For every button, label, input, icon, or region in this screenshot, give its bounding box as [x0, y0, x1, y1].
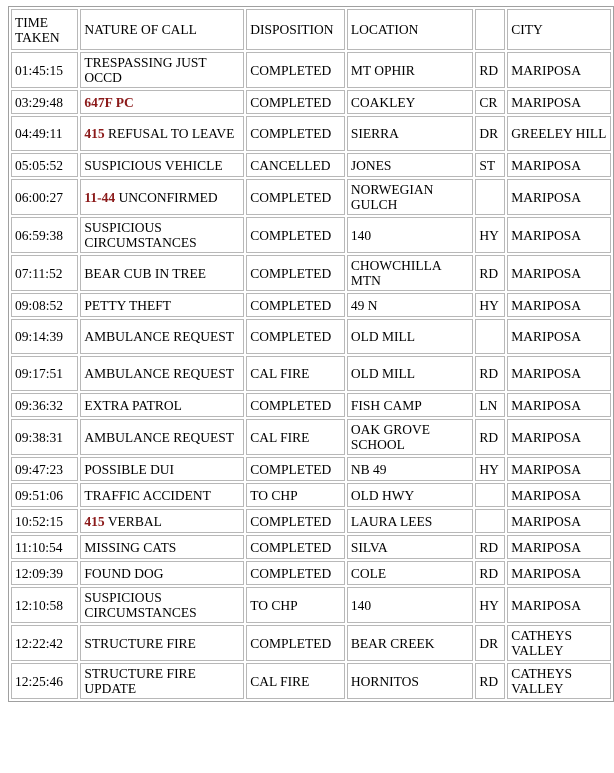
cell-time-taken: 09:36:32 — [11, 393, 78, 417]
table-header — [11, 9, 611, 50]
cell-disposition: CAL FIRE — [246, 356, 345, 391]
cell-city: MARIPOSA — [507, 356, 611, 391]
call-description: UNCONFIRMED — [118, 189, 218, 205]
cell-nature-of-call — [80, 116, 244, 151]
cell-nature-of-call — [80, 457, 244, 481]
cell-city: MARIPOSA — [507, 52, 611, 88]
call-code: 415 — [84, 126, 105, 141]
table-row — [11, 217, 611, 253]
cell-disposition: COMPLETED — [246, 116, 345, 151]
call-description: MISSING CATS — [84, 539, 177, 555]
cell-nature-of-call — [80, 509, 244, 533]
cell-disposition: COMPLETED — [246, 535, 345, 559]
table-row — [11, 393, 611, 417]
call-description: FOUND DOG — [84, 565, 164, 581]
cell-nature-of-call — [80, 625, 244, 661]
cell-location: OAK GROVE SCHOOL — [347, 419, 474, 455]
cell-location: MT OPHIR — [347, 52, 474, 88]
cell-time-taken: 06:00:27 — [11, 179, 78, 215]
call-description: VERBAL — [107, 513, 162, 529]
cell-nature-of-call — [80, 535, 244, 559]
header-location: LOCATION — [347, 9, 474, 50]
cell-location: SIERRA — [347, 116, 474, 151]
table-row — [11, 179, 611, 215]
table-row — [11, 319, 611, 354]
cell-time-taken: 12:22:42 — [11, 625, 78, 661]
call-description: EXTRA PATROL — [84, 397, 182, 413]
call-description: SUSPICIOUS VEHICLE — [84, 157, 223, 173]
cell-location: BEAR CREEK — [347, 625, 474, 661]
header-nature-of-call: NATURE OF CALL — [80, 9, 244, 50]
cell-time-taken: 12:10:58 — [11, 587, 78, 623]
cell-street-suffix — [475, 319, 505, 354]
cell-city: MARIPOSA — [507, 319, 611, 354]
cell-city: MARIPOSA — [507, 561, 611, 585]
cell-disposition: TO CHP — [246, 587, 345, 623]
cell-time-taken: 07:11:52 — [11, 255, 78, 291]
cell-disposition: COMPLETED — [246, 52, 345, 88]
cell-nature-of-call — [80, 419, 244, 455]
table-row — [11, 663, 611, 699]
cell-nature-of-call — [80, 561, 244, 585]
cell-city: CATHEYS VALLEY — [507, 663, 611, 699]
cell-city: MARIPOSA — [507, 587, 611, 623]
cell-time-taken: 09:47:23 — [11, 457, 78, 481]
cell-city: MARIPOSA — [507, 483, 611, 507]
call-description: POSSIBLE DUI — [84, 461, 175, 477]
cell-street-suffix — [475, 179, 505, 215]
call-description: BEAR CUB IN TREE — [84, 265, 207, 281]
table-row — [11, 587, 611, 623]
cell-location: OLD HWY — [347, 483, 474, 507]
cell-location: FISH CAMP — [347, 393, 474, 417]
cell-nature-of-call — [80, 356, 244, 391]
header-time-taken: TIME TAKEN — [11, 9, 78, 50]
cell-street-suffix: HY — [475, 217, 505, 253]
cell-time-taken: 10:52:15 — [11, 509, 78, 533]
cell-city: MARIPOSA — [507, 217, 611, 253]
cell-street-suffix — [475, 483, 505, 507]
table-row — [11, 625, 611, 661]
cell-street-suffix: RD — [475, 535, 505, 559]
cell-time-taken: 09:08:52 — [11, 293, 78, 317]
cell-time-taken: 05:05:52 — [11, 153, 78, 177]
cell-street-suffix: LN — [475, 393, 505, 417]
cell-street-suffix: HY — [475, 587, 505, 623]
cell-nature-of-call — [80, 587, 244, 623]
cell-time-taken: 09:14:39 — [11, 319, 78, 354]
cell-city: MARIPOSA — [507, 153, 611, 177]
cell-location: JONES — [347, 153, 474, 177]
table-row — [11, 535, 611, 559]
cell-nature-of-call — [80, 153, 244, 177]
table-row — [11, 255, 611, 291]
cell-city: MARIPOSA — [507, 457, 611, 481]
cell-time-taken: 09:38:31 — [11, 419, 78, 455]
cell-street-suffix — [475, 509, 505, 533]
cell-street-suffix: CR — [475, 90, 505, 114]
call-description: STRUCTURE FIRE — [84, 635, 196, 651]
cell-disposition: CANCELLED — [246, 153, 345, 177]
header-city: CITY — [507, 9, 611, 50]
cell-disposition: COMPLETED — [246, 293, 345, 317]
table-row — [11, 509, 611, 533]
call-description: AMBULANCE REQUEST — [84, 366, 235, 381]
cell-city: MARIPOSA — [507, 419, 611, 455]
call-description: SUSPICIOUS CIRCUMSTANCES — [84, 220, 197, 250]
cell-street-suffix: RD — [475, 561, 505, 585]
call-description: REFUSAL TO LEAVE — [108, 126, 235, 141]
cell-disposition: COMPLETED — [246, 561, 345, 585]
cell-location: HORNITOS — [347, 663, 474, 699]
cell-location: SILVA — [347, 535, 474, 559]
cell-disposition: COMPLETED — [246, 217, 345, 253]
cell-time-taken: 01:45:15 — [11, 52, 78, 88]
cell-disposition: COMPLETED — [246, 255, 345, 291]
header-disposition: DISPOSITION — [246, 9, 345, 50]
table-row — [11, 116, 611, 151]
table-row — [11, 153, 611, 177]
cell-city: MARIPOSA — [507, 90, 611, 114]
cell-location: LAURA LEES — [347, 509, 474, 533]
cell-location: OLD MILL — [347, 356, 474, 391]
table-row — [11, 419, 611, 455]
cell-city: MARIPOSA — [507, 179, 611, 215]
cell-street-suffix: DR — [475, 116, 505, 151]
cell-time-taken: 11:10:54 — [11, 535, 78, 559]
cell-disposition: COMPLETED — [246, 457, 345, 481]
cell-nature-of-call — [80, 217, 244, 253]
table-row — [11, 52, 611, 88]
header-row — [11, 9, 611, 50]
cell-nature-of-call — [80, 179, 244, 215]
cell-city: MARIPOSA — [507, 255, 611, 291]
cell-disposition: COMPLETED — [246, 509, 345, 533]
table-row — [11, 356, 611, 391]
call-log-container — [8, 6, 614, 702]
cell-location: 49 N — [347, 293, 474, 317]
call-description: AMBULANCE REQUEST — [84, 429, 235, 445]
call-code: 11-44 — [84, 189, 116, 205]
call-log-table — [8, 6, 614, 702]
cell-disposition: COMPLETED — [246, 319, 345, 354]
cell-location: OLD MILL — [347, 319, 474, 354]
cell-street-suffix: HY — [475, 293, 505, 317]
table-row — [11, 293, 611, 317]
cell-street-suffix: RD — [475, 52, 505, 88]
cell-street-suffix: RD — [475, 419, 505, 455]
call-description: STRUCTURE FIRE UPDATE — [84, 666, 196, 696]
cell-disposition: TO CHP — [246, 483, 345, 507]
cell-time-taken: 04:49:11 — [11, 116, 78, 151]
cell-nature-of-call — [80, 663, 244, 699]
cell-time-taken: 12:25:46 — [11, 663, 78, 699]
table-row — [11, 90, 611, 114]
cell-location: COLE — [347, 561, 474, 585]
cell-city: CATHEYS VALLEY — [507, 625, 611, 661]
table-body — [11, 52, 611, 699]
cell-disposition: COMPLETED — [246, 90, 345, 114]
cell-disposition: COMPLETED — [246, 625, 345, 661]
call-description: TRAFFIC ACCIDENT — [84, 487, 211, 503]
cell-location: 140 — [347, 587, 474, 623]
cell-location: COAKLEY — [347, 90, 474, 114]
cell-nature-of-call — [80, 90, 244, 114]
cell-street-suffix: RD — [475, 663, 505, 699]
cell-nature-of-call — [80, 483, 244, 507]
cell-city: MARIPOSA — [507, 293, 611, 317]
cell-street-suffix: HY — [475, 457, 505, 481]
cell-street-suffix: RD — [475, 255, 505, 291]
cell-city: MARIPOSA — [507, 509, 611, 533]
call-description: TRESPASSING JUST OCCD — [84, 55, 207, 85]
cell-time-taken: 06:59:38 — [11, 217, 78, 253]
cell-disposition: COMPLETED — [246, 393, 345, 417]
call-code: 415 — [84, 513, 105, 529]
cell-disposition: CAL FIRE — [246, 663, 345, 699]
cell-street-suffix: RD — [475, 356, 505, 391]
call-code: 647F PC — [84, 94, 134, 110]
call-description: AMBULANCE REQUEST — [84, 329, 235, 344]
cell-time-taken: 03:29:48 — [11, 90, 78, 114]
cell-time-taken: 09:51:06 — [11, 483, 78, 507]
call-description: PETTY THEFT — [84, 297, 172, 313]
table-row — [11, 483, 611, 507]
cell-location: CHOWCHILLA MTN — [347, 255, 474, 291]
cell-nature-of-call — [80, 293, 244, 317]
cell-nature-of-call — [80, 319, 244, 354]
cell-street-suffix: ST — [475, 153, 505, 177]
cell-time-taken: 09:17:51 — [11, 356, 78, 391]
table-row — [11, 561, 611, 585]
cell-location: NB 49 — [347, 457, 474, 481]
cell-city: MARIPOSA — [507, 393, 611, 417]
table-row — [11, 457, 611, 481]
cell-city: MARIPOSA — [507, 535, 611, 559]
cell-city: GREELEY HILL — [507, 116, 611, 151]
cell-disposition: COMPLETED — [246, 179, 345, 215]
cell-time-taken: 12:09:39 — [11, 561, 78, 585]
cell-nature-of-call — [80, 52, 244, 88]
cell-location: 140 — [347, 217, 474, 253]
call-description: SUSPICIOUS CIRCUMSTANCES — [84, 590, 197, 620]
cell-nature-of-call — [80, 255, 244, 291]
cell-location: NORWEGIAN GULCH — [347, 179, 474, 215]
cell-nature-of-call — [80, 393, 244, 417]
header-street-suffix — [475, 9, 505, 50]
cell-street-suffix: DR — [475, 625, 505, 661]
cell-disposition: CAL FIRE — [246, 419, 345, 455]
